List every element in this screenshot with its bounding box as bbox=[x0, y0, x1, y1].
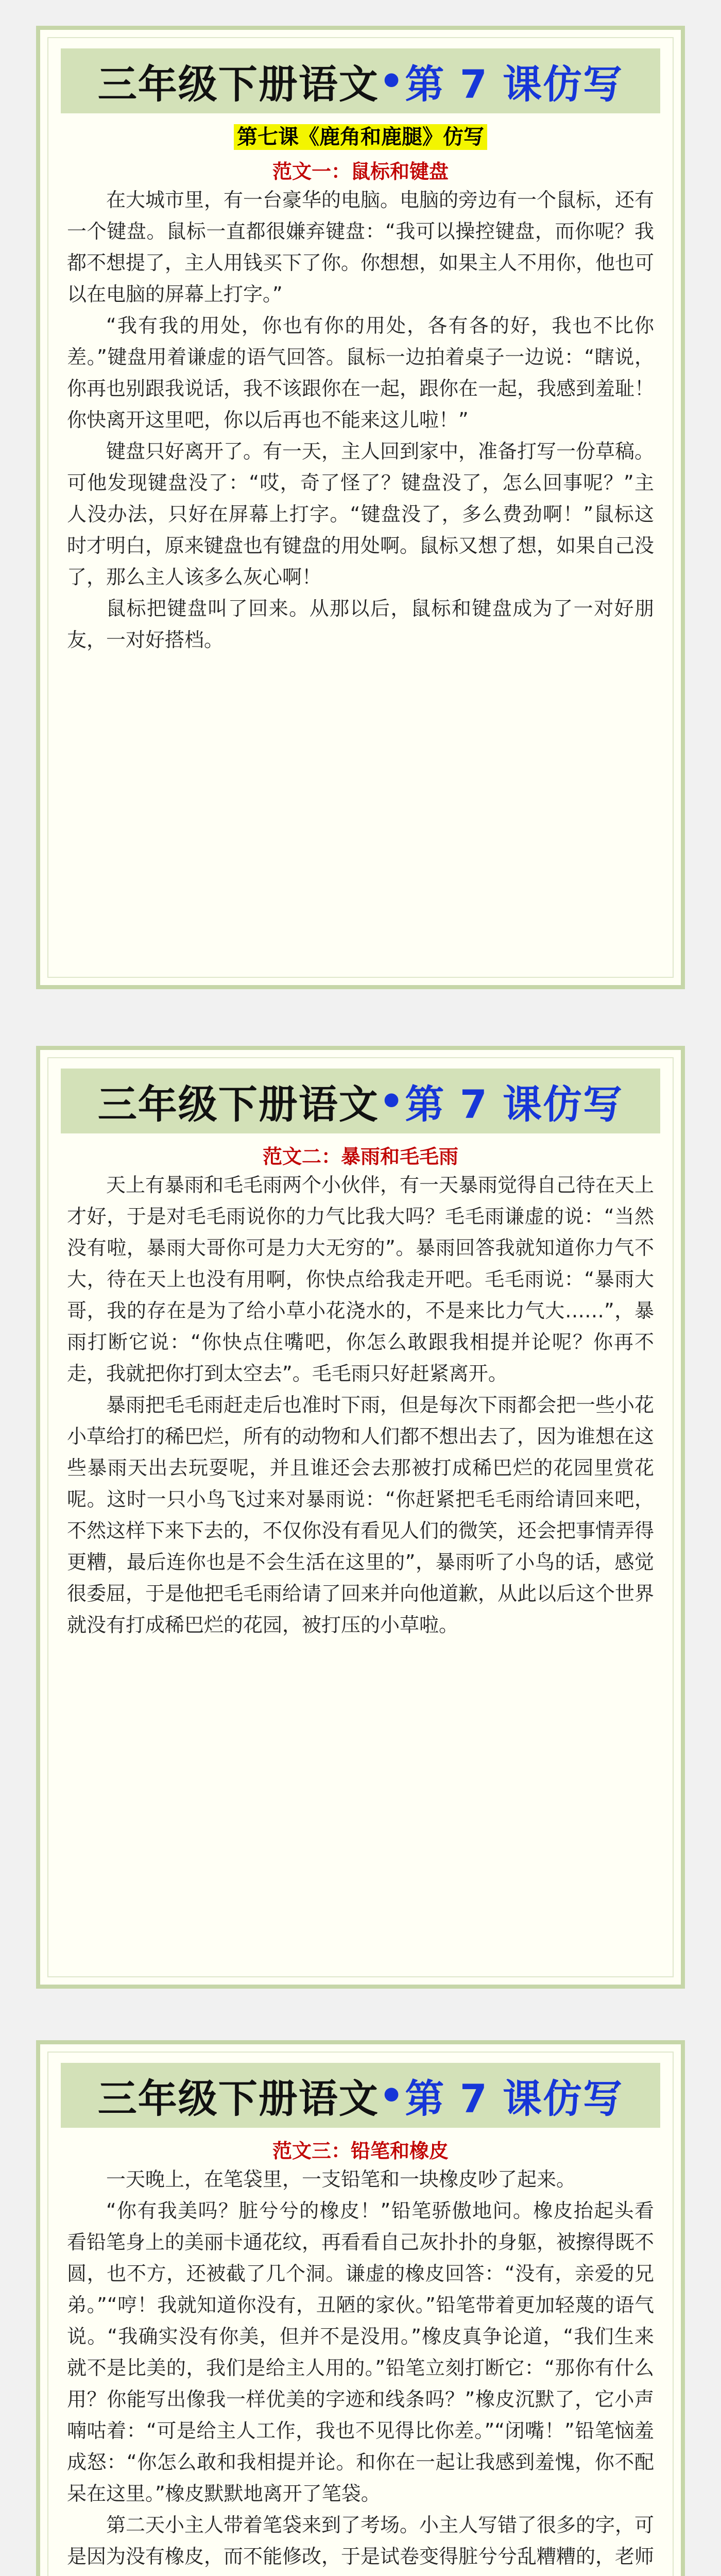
paragraph: “你有我美吗？脏兮兮的橡皮！”铅笔骄傲地问。橡皮抬起头看看铅笔身上的美丽卡通花纹，再看看自己灰扑扑的身躯，被擦得既不圆，也不方，还被截了几个洞。谦虚的橡皮回答：“没有，亲爱的兄弟。”“哼！我就知道你没有，丑陋的家伙。”铅笔带着更加轻蔑的语气说。“我确实没有你美，但并不是没用。”橡皮真争论道，“我们生来就不是比美的，我们是给主人用的。”铅笔立刻打断它：“那你有什么用？你能写出像我一样优美的字迹和线条吗？”橡皮沉默了，它小声喃咕着：“可是给主人工作，我也不见得比你差。”“闭嘴！”铅笔恼羞成怒：“你怎么敢和我相提并论。和你在一起让我感到羞愧，你不配呆在这里。”橡皮默默地离开了笔袋。 bbox=[67, 2199, 655, 2505]
paragraph: 天上有暴雨和毛毛雨两个小伙伴，有一天暴雨觉得自己待在天上才好，于是对毛毛雨说你的力气比我大吗？毛毛雨谦虚的说：“当然没有啦，暴雨大哥你可是力大无穷的”。暴雨回答我就知道你力气不大，待在天上也没有用啊，你快点给我走开吧。毛毛雨说：“暴雨大哥，我的存在是为了给小草小花浇水的，不是来比力气大……”，暴雨打断它说：“你快点住嘴吧，你怎么敢跟我相提并论呢？你再不走，我就把你打到太空去”。毛毛雨只好赶紧离开。 bbox=[67, 1174, 655, 1385]
header-title-bullet: • bbox=[379, 58, 405, 104]
header-title-bullet: • bbox=[379, 2072, 405, 2119]
lesson-panel-2 bbox=[36, 1046, 685, 1989]
section-title-3: 范文三：铅笔和橡皮 bbox=[272, 2140, 449, 2162]
page-header bbox=[61, 2063, 660, 2128]
header-title-main: 三年级下册语文 bbox=[97, 61, 379, 107]
essay-body-1 bbox=[67, 184, 654, 656]
essay-body-3 bbox=[67, 2164, 654, 2576]
paragraph: 在大城市里，有一台豪华的电脑。电脑的旁边有一个鼠标，还有一个键盘。鼠标一直都很嫌弃键盘：“我可以操控键盘，而你呢？我都不想提了，主人用钱买下了你。你想想，如果主人不用你，他也可以在电脑的屏幕上打字。” bbox=[67, 189, 655, 306]
page-header bbox=[61, 48, 660, 113]
header-title-bullet: • bbox=[379, 1078, 405, 1124]
paragraph: 第二天小主人带着笔袋来到了考场。小主人写错了很多的字，可是因为没有橡皮，而不能修改，于是试卷变得脏兮兮乱糟糟的，老师 bbox=[67, 2514, 655, 2568]
lesson-panel-3 bbox=[36, 2040, 685, 2576]
paragraph: 一天晚上，在笔袋里，一支铅笔和一块橡皮吵了起来。 bbox=[106, 2168, 576, 2191]
paragraph: 暴雨把毛毛雨赶走后也准时下雨，但是每次下雨都会把一些小花小草给打的稀巴烂，所有的动物和人们都不想出去了，因为谁想在这些暴雨天出去玩耍呢，并且谁还会去那被打成稀巴烂的花园里赏花呢。这时一只小鸟飞过来对暴雨说：“你赶紧把毛毛雨给请回来吧，不然这样下来下去的，不仅你没有看见人们的微笑，还会把事情弄得更糟，最后连你也是不会生活在这里的”，暴雨听了小鸟的话，感觉很委屈，于是他把毛毛雨给请了回来并向他道歉，从此以后这个世界就没有打成稀巴烂的花园，被打压的小草啦。 bbox=[67, 1394, 655, 1636]
header-title-main: 三年级下册语文 bbox=[97, 1081, 379, 1127]
page-header bbox=[61, 1069, 660, 1133]
essay-body-2 bbox=[67, 1170, 654, 1641]
header-title-accent: 第 7 课仿写 bbox=[405, 61, 624, 107]
paragraph: “我有我的用处，你也有你的用处，各有各的好，我也不比你差。”键盘用着谦虚的语气回答。鼠标一边拍着桌子一边说：“瞎说，你再也别跟我说话，我不该跟你在一起，跟你在一起，我感到羞耻！你快离开这里吧，你以后再也不能来这儿啦！” bbox=[67, 314, 655, 431]
header-title-main: 三年级下册语文 bbox=[97, 2075, 379, 2122]
paragraph: 键盘只好离开了。有一天，主人回到家中，准备打写一份草稿。可他发现键盘没了：“哎，奇了怪了？键盘没了，怎么回事呢？”主人没办法，只好在屏幕上打字。“键盘没了，多么费劲啊！”鼠标这时才明白，原来键盘也有键盘的用处啊。鼠标又想了想，如果自己没了，那么主人该多么灰心啊！ bbox=[67, 440, 655, 588]
section-title-1: 范文一：鼠标和键盘 bbox=[272, 160, 449, 183]
lesson-panel-1 bbox=[36, 26, 685, 989]
paragraph: 鼠标把键盘叫了回来。从那以后，鼠标和键盘成为了一对好朋友，一对好搭档。 bbox=[67, 597, 654, 651]
lesson-subtitle bbox=[40, 121, 681, 150]
lesson-subtitle-text: 第七课《鹿角和鹿腿》仿写 bbox=[234, 124, 487, 150]
section-title-2: 范文二：暴雨和毛毛雨 bbox=[262, 1145, 458, 1168]
header-title-accent: 第 7 课仿写 bbox=[405, 1081, 624, 1127]
header-title-accent: 第 7 课仿写 bbox=[405, 2075, 624, 2122]
